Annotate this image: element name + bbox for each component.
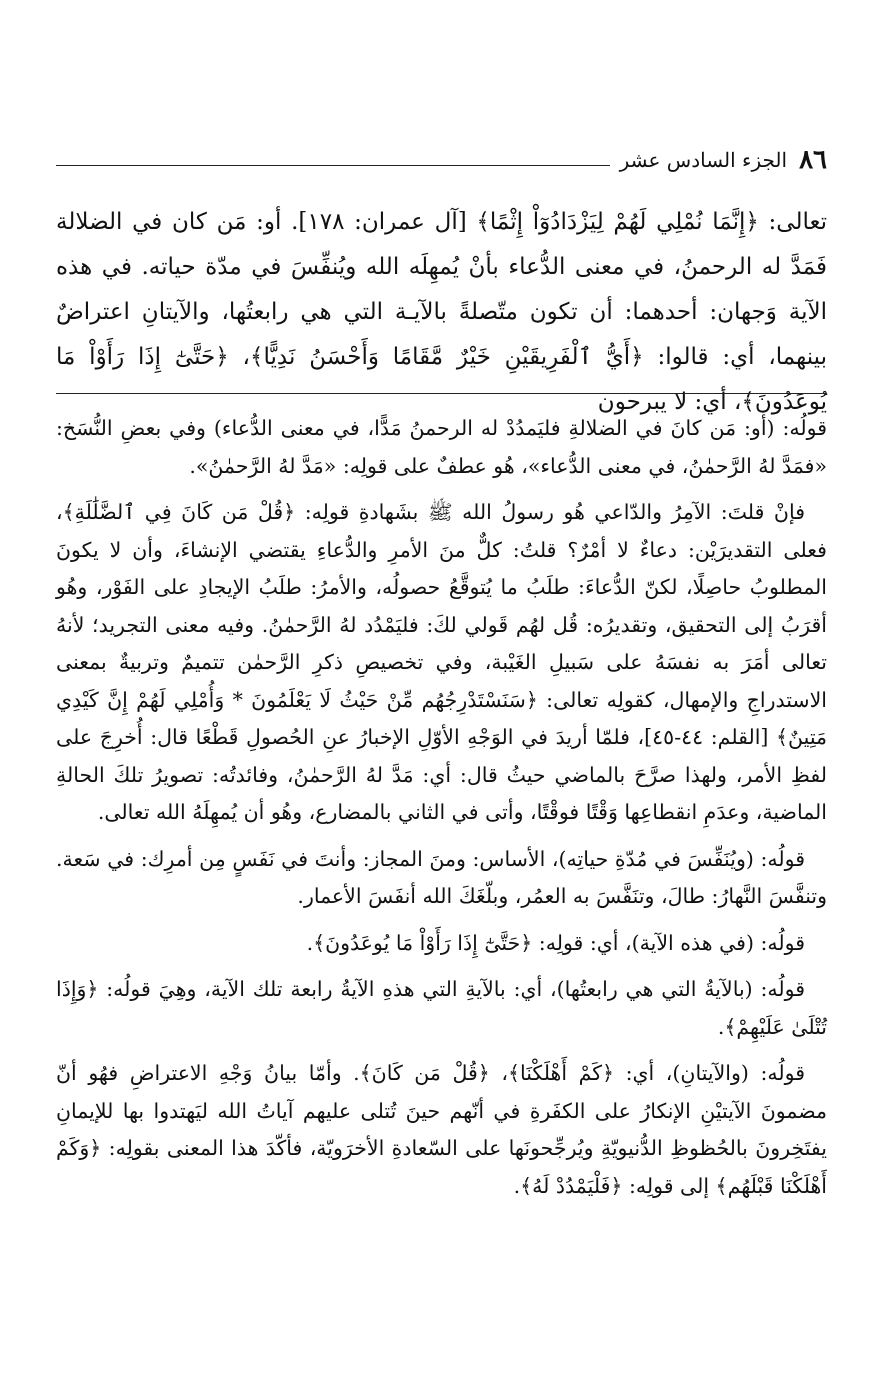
header-rule xyxy=(56,165,610,166)
commentary xyxy=(56,410,827,1214)
page-number: ٨٦ xyxy=(799,145,827,175)
commentary-paragraph: قولُه: (في هذه الآية)، أي: قولِه: ﴿حَتَّىٰٓ إِذَا رَأَوْاْ مَا يُوعَدُونَ﴾. xyxy=(306,930,805,955)
main-text xyxy=(56,200,827,425)
commentary-paragraph: قولُه: (أو: مَن كانَ في الضلالةِ فليَمدُدْ له الرحمنُ مَدًّا، في معنى الدُّعاء) وفي بعضِ النُّسَخ: «فمَدَّ لهُ الرَّحمٰنُ، في معنى الدُّعاء»، هُو عطفٌ على قولِه: «مَدَّ لهُ الرَّحمٰنُ». xyxy=(56,416,827,478)
main-paragraph: تعالى: ﴿إِنَّمَا نُمْلِي لَهُمْ لِيَزْدَادُوٓاْ إِثْمًا﴾ [آل عمران: ١٧٨]. أو: مَن كان في الضلالة فَمَدَّ له الرحمنُ، في معنى الدُّعاء بأنْ يُمهِلَه الله ويُنفِّسَ في مدّة حياته. في هذه الآية وَجهان: أحدهما: أن تكون متّصلةً بالآيـة التي هي رابعتُها، والآيتانِ اعتراضٌ بينهما، أي: قالوا: ﴿أَيُّ ٱلْفَرِيقَيْنِ خَيْرٌ مَّقَامًا وَأَحْسَنُ نَدِيًّا﴾، ﴿حَتَّىٰٓ إِذَا رَأَوْاْ مَا يُوعَدُونَ﴾، أي: لا يبرحون xyxy=(56,209,827,415)
commentary-paragraph: قولُه: (ويُنَفِّسَ في مُدّةِ حياتِه)، الأساس: ومنَ المجاز: وأنتَ في نَفَسٍ مِن أمرِك: في سَعة. وتنفَّسَ النَّهارُ: طالَ، وتنَفَّسَ به العمُر، وبلّغَكَ الله أنفَسَ الأعمار. xyxy=(56,846,827,908)
page-header xyxy=(56,140,827,180)
commentary-paragraph: قولُه: (بالآيةُ التي هي رابعتُها)، أي: بالآيةِ التي هذهِ الآيةُ رابعة تلك الآية، وهِيَ قولُه: ﴿وَإِذَا تُتْلَىٰ عَلَيْهِمْ﴾. xyxy=(56,977,827,1039)
section-divider xyxy=(56,393,827,394)
running-title: الجزء السادس عشر xyxy=(619,148,788,172)
commentary-paragraph: قولُه: (والآيتانِ)، أي: ﴿كَمْ أَهْلَكْنَا﴾، ﴿قُلْ مَن كَانَ﴾. وأمّا بيانُ وَجْهِ الاعتراضِ فهُو أنّ مضمونَ الآيتيْنِ الإنكارُ على الكفَرةِ في أنّهم حينَ تُتلى عليهم آياتُ الله ليَهتدوا بها للإيمانِ يفتَخِرونَ بالحُظوظِ الدُّنيويّةِ ويُرجِّحونَها على السّعادةِ الأخرَويّة، فأكّدَ هذا المعنى بقولِه: ﴿وَكَمْ أَهْلَكْنَا قَبْلَهُم﴾ إلى قولِه: ﴿فَلْيَمْدُدْ لَهُ﴾. xyxy=(56,1061,827,1198)
commentary-paragraph: فإنْ قلتَ: الآمِرُ والدّاعي هُو رسولُ الله ﷺ بشَهادةِ قولِه: ﴿قُلْ مَن كَانَ فِي ٱلضَّلَٰلَةِ﴾، فعلى التقديرَيْن: دعاءٌ لا أمْرٌ؟ قلتُ: كلٌّ منَ الأمرِ والدُّعاءِ يقتضي الإنشاءَ، وأن لا يكونَ المطلوبُ حاصِلًا، لكنّ الدُّعاءَ: طلَبُ ما يُتوقَّعُ حصولُه، والأمرُ: طلَبُ الإيجادِ على الفَوْر، وهُو أقرَبُ إلى التحقيق، وتقديرُه: قُل لهُم قَولي لكَ: فليَمْدُد لهُ الرَّحمٰنُ. وفيه معنى التجريد؛ لأنهُ تعالى أمَرَ به نفسَهُ على سَبيلِ الغَيْبة، وفي تخصيصِ ذكرِ الرَّحمٰن تتميمٌ وتربيةٌ بمعنى الاستدراجِ والإمهال، كقولِه تعالى: ﴿سَنَسْتَدْرِجُهُم مِّنْ حَيْثُ لَا يَعْلَمُونَ * وَأُمْلِي لَهُمْ إِنَّ كَيْدِي مَتِينٌ﴾ [القلم: ٤٤-٤٥]، فلمّا أريدَ في الوَجْهِ الأوّلِ الإخبارُ عنِ الحُصولِ قَطْعًا قال: أُخرِجَ على لفظِ الأمر، ولهذا صرَّحَ بالماضي حيثُ قال: أي: مَدَّ لهُ الرَّحمٰنُ، وفائدتُه: تصويرُ تلكَ الحالةِ الماضية، وعدَمِ انقطاعِها وَقْتًا فوقْتًا، وأتى في الثاني بالمضارع، وهُو أن يُمهِلَهُ الله تعالى. xyxy=(56,500,827,824)
